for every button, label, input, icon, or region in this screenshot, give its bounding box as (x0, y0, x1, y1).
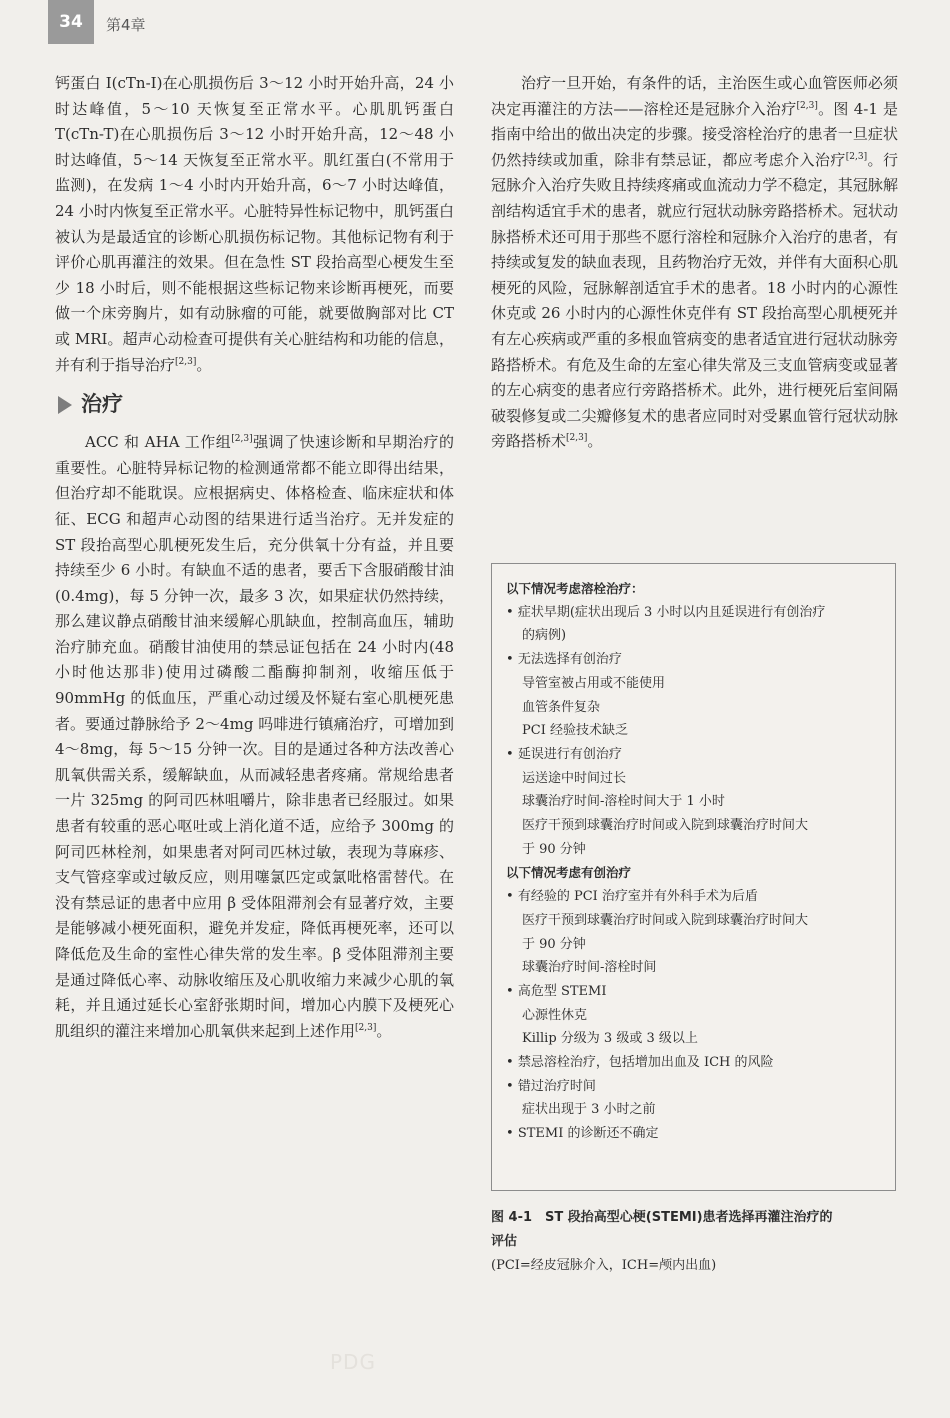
page-number: 34 (48, 0, 94, 44)
caption-title: 图 4-1 ST 段抬高型心梗(STEMI)患者选择再灌注治疗的 (491, 1210, 833, 1225)
watermark: PDG (330, 1350, 376, 1374)
figure-heading-thrombolysis: 以下情况考虑溶栓治疗： (506, 581, 644, 596)
paragraph-reperfusion: 治疗一旦开始，有条件的话，主治医生或心血管医师必须决定再灌注的方法——溶栓还是冠脉介入治疗[2,3]。图 4-1 是指南中给出的做出决定的步骤。接受溶栓治疗的患者一旦症状仍然持续或加重，除非有禁忌证，都应考虑介入治疗[2,3]。行冠脉介入治疗失败且持续疼痛或血流动力学不稳定，其冠脉解剖结构适宜手术的患者，就应行冠状动脉旁路搭桥术。冠状动脉搭桥术还可用于那些不愿行溶栓和冠脉介入治疗的患者，有持续或复发的缺血表现，且药物治疗无效，并伴有大面积心肌梗死的风险，冠脉解剖适宜手术的患者。18 小时内的心源性休克或 26 小时内的心源性休克伴有 ST 段抬高型心肌梗死并有左心疾病或严重的多根血管病变的患者适宜进行冠状动脉旁路搭桥术。有危及生命的左室心律失常及三支血管病变或显著的左心病变的患者应行旁路搭桥术。此外，进行梗死后室间隔破裂修复或二尖瓣修复术的患者应同时对受累血管行冠状动脉旁路搭桥术[2,3]。 (491, 74, 898, 451)
figure-item: • 延误进行有创治疗 (506, 743, 887, 767)
figure-subitem: Killip 分级为 3 级或 3 级以上 (522, 1031, 698, 1047)
figure-item: • 无法选择有创治疗 (506, 648, 887, 672)
figure-subitem: 血管条件复杂 (522, 699, 601, 715)
paragraph-treatment: ACC 和 AHA 工作组[2,3]强调了快速诊断和早期治疗的重要性。心脏特异标记物的检测通常都不能立即得出结果，但治疗却不能耽误。应根据病史、体格检查、临床症状和体征、ECG 和超声心动图的结果进行适当治疗。无并发症的 ST 段抬高型心肌梗死发生后，充分供氧十分有益，并且要持续至少 6 小时。有缺血不适的患者，要舌下含服硝酸甘油(0.4mg)，每 5 分钟一次，最多 3 次，如果症状仍然持续，那么建议静点硝酸甘油来缓解心肌缺血，控制高血压，辅助治疗肺充血。硝酸甘油使用的禁忌证包括在 24 小时内(48 小时他达那非)使用过磷酸二酯酶抑制剂，收缩压低于 90mmHg 的低血压，严重心动过缓及怀疑右室心肌梗死患者。要通过静脉给予 2～4mg 吗啡进行镇痛治疗，可增加到 4～8mg，每 5～15 分钟一次。目的是通过各种方法改善心肌氧供需关系，缓解缺血，从而减轻患者疼痛。常规给患者一片 325mg 的阿司匹林咀嚼片，除非患者已经服过。如果患者有较重的恶心呕吐或上消化道不适，应给予 300mg 的阿司匹林栓剂，如果患者对阿司匹林过敏，表现为荨麻疹、支气管痉挛或过敏反应，则用噻氯匹定或氯吡格雷替代。在没有禁忌证的患者中应用 β 受体阻滞剂会有显著疗效，主要是能够减小梗死面积，避免并发症，降低再梗死率，还可以降低危及生命的室性心律失常的发生率。β 受体阻滞剂主要是通过降低心率、动脉收缩压及心肌收缩力来减少心肌的氧耗，并且通过延长心室舒张期时间，增加心内膜下及梗死心肌组织的灌注来增加心肌氧供来起到上述作用[2,3]。 (55, 433, 454, 1040)
figure-item: • 高危型 STEMI (506, 980, 887, 1004)
figure-subitem: 运送途中时间过长 (522, 770, 627, 786)
figure-subitem: 于 90 分钟 (522, 841, 586, 857)
caption-title-cont: 评估 (491, 1234, 518, 1249)
figure-subitem: 症状出现于 3 小时之前 (522, 1102, 656, 1118)
figure-item: • 有经验的 PCI 治疗室并有外科手术为后盾 (506, 885, 887, 909)
figure-item: • 禁忌溶栓治疗，包括增加出血及 ICH 的风险 (506, 1051, 887, 1075)
figure-subitem: 球囊治疗时间-溶栓时间大于 1 小时 (522, 794, 725, 810)
paragraph-markers: 钙蛋白 I(cTn-I)在心肌损伤后 3～12 小时开始升高，24 小时达峰值，5～10 天恢复至正常水平。心肌肌钙蛋白 T(cTn-T)在心肌损伤后 3～12 小时开始升高，12～48 小时达峰值，5～14 天恢复至正常水平。肌红蛋白(不常用于监测)，在发病 1～4 小时内开始升高，6～7 小时达峰值，24 小时内恢复至正常水平。心脏特异性标记物中，肌钙蛋白被认为是最适宜的诊断心肌损伤标记物。其他标记物有利于评价心肌再灌注的效果。但在急性 ST 段抬高型心梗发生至少 18 小时后，则不能根据这些标记物来诊断再梗死，而要做一个床旁胸片，如有动脉瘤的可能，就要做胸部对比 CT 或 MRI。超声心动检查可提供有关心脏结构和功能的信息，并有利于指导治疗[2,3]。 (55, 74, 454, 374)
figure-item: • 错过治疗时间 (506, 1075, 887, 1099)
figure-box (491, 563, 896, 1191)
figure-subitem: 心源性休克 (522, 1007, 588, 1023)
section-heading: 治疗 (55, 390, 454, 420)
triangle-bullet-icon (58, 396, 72, 414)
figure-subitem: 医疗干预到球囊治疗时间或入院到球囊治疗时间大 (522, 818, 809, 834)
figure-subitem: 导管室被占用或不能使用 (522, 675, 666, 691)
caption-note: (PCI=经皮冠脉介入，ICH=颅内出血) (491, 1258, 717, 1273)
chapter-label: 第4章 (106, 16, 146, 34)
figure-item: • STEMI 的诊断还不确定 (506, 1122, 887, 1146)
figure-caption (491, 1206, 901, 1278)
figure-subitem: PCI 经验技术缺乏 (522, 723, 628, 739)
figure-item: • 症状早期(症状出现后 3 小时以内且延误进行有创治疗 (506, 601, 887, 625)
right-column (491, 71, 898, 455)
figure-subitem: 于 90 分钟 (522, 936, 586, 952)
figure-heading-invasive: 以下情况考虑有创治疗 (506, 865, 632, 881)
left-column (55, 71, 454, 1044)
figure-item: 的病例) (522, 628, 567, 644)
figure-subitem: 医疗干预到球囊治疗时间或入院到球囊治疗时间大 (522, 912, 809, 928)
figure-subitem: 球囊治疗时间-溶栓时间 (522, 960, 657, 976)
